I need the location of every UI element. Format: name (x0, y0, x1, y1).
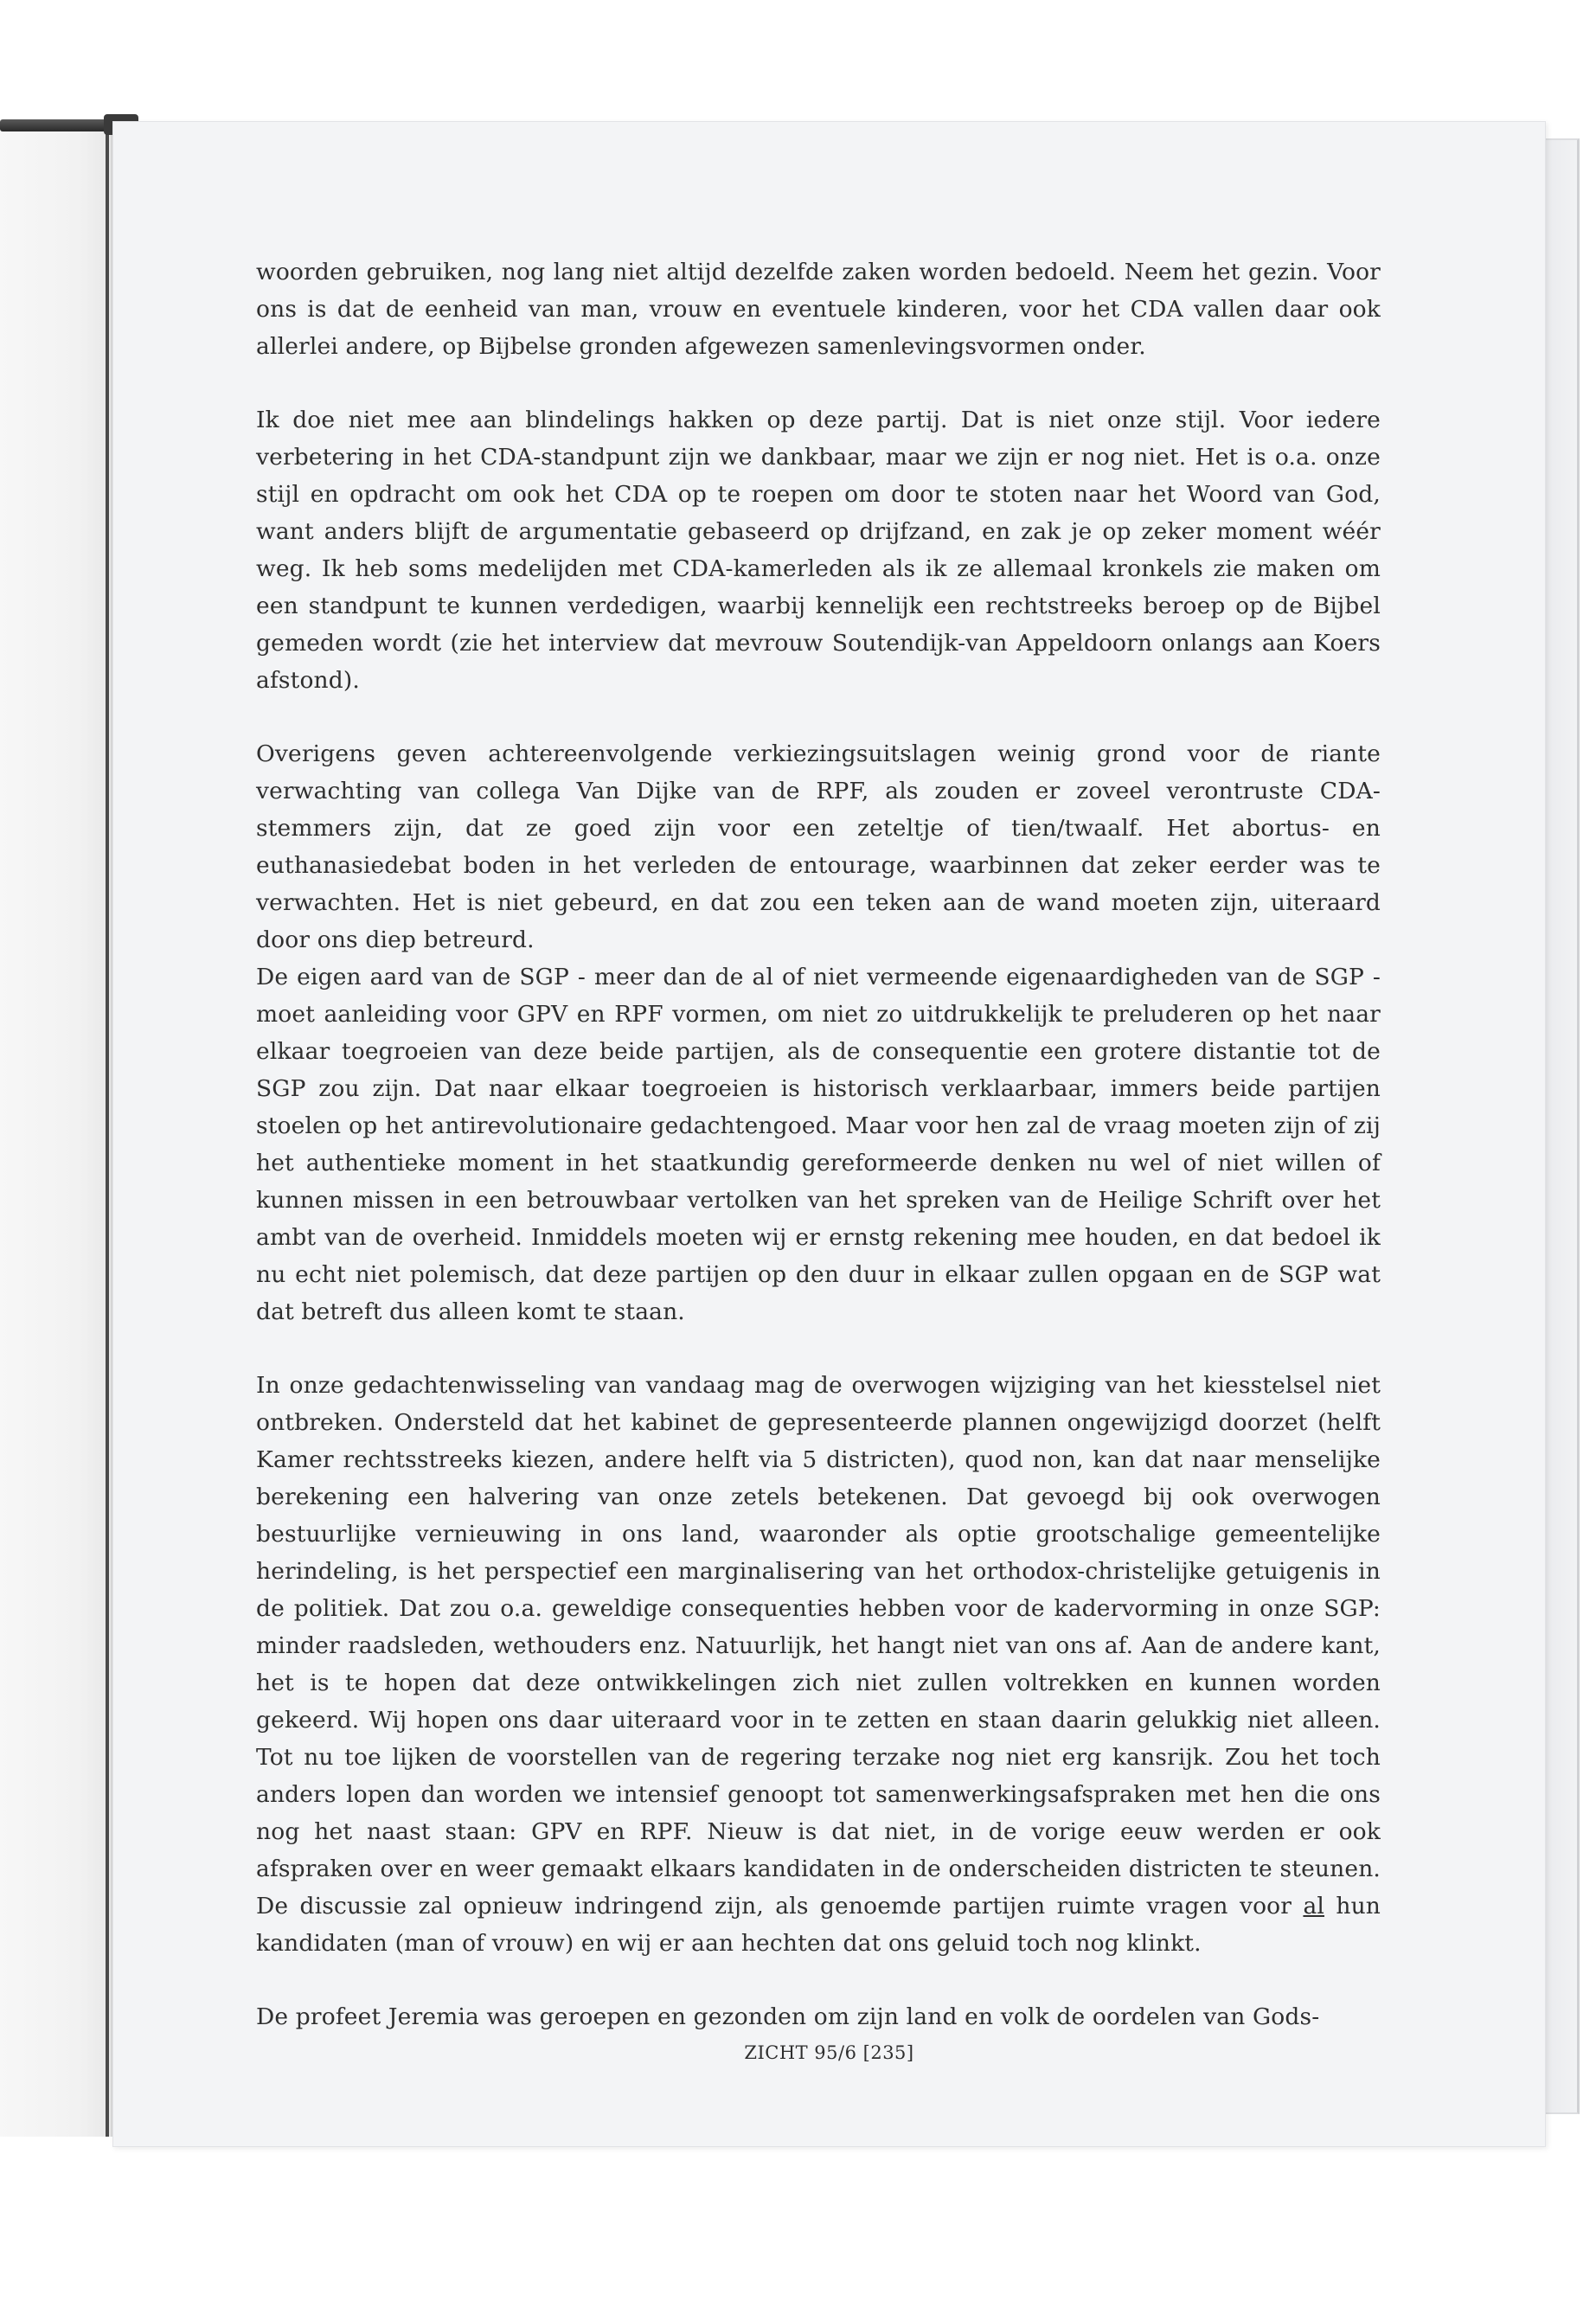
binding-spine (0, 125, 112, 2137)
paragraph-4: De eigen aard van de SGP - meer dan de al of niet vermeende eigenaardigheden van de SGP - moet aanleiding voor GPV en RPF vormen, om niet zo uitdrukkelijk te preluderen op het naar elkaar toegroeien van deze beide partijen, als de consequentie een grotere distantie tot de SGP zou zijn. Dat naar elkaar toegroeien is historisch verklaarbaar, immers beide partijen stoelen op het antirevolutionaire gedachtengoed. Maar voor hen zal de vraag moeten zijn of zij het authentieke moment in het staatkundig gereformeerde denken nu wel of niet willen of kunnen missen in een betrouwbaar vertolken van het spreken van de Heilige Schrift over het ambt van de overheid. Inmiddels moeten wij er ernstg rekening mee houden, en dat bedoel ik nu echt niet polemisch, dat deze partijen op den duur in elkaar zullen opgaan en de SGP wat dat betreft dus alleen komt te staan. (256, 964, 1381, 1325)
document-page (112, 121, 1546, 2147)
paragraph-5-text: In onze gedachtenwisseling van vandaag mag de overwogen wijziging van het kiesstelsel niet ontbreken. Ondersteld dat het kabinet de gepresenteerde plannen ongewijzigd doorzet (helft Kamer rechtsstreeks kiezen, andere helft via 5 districten), quod non, kan dat naar menselijke berekening een halvering van onze zetels betekenen. Dat gevoegd bij ook overwogen bestuurlijke vernieuwing in ons land, waaronder als optie grootschalige gemeentelijke herindeling, is het perspectief een marginalisering van het orthodox-christelijke getuigenis in de politiek. Dat zou o.a. geweldige consequenties hebben voor de kadervorming in onze SGP: minder raadsleden, wethouders enz. Natuurlijk, het hangt niet van ons af. Aan de andere kant, het is te hopen dat deze ontwikkelingen zich niet zullen voltrekken en kunnen worden gekeerd. Wij hopen ons daar uiteraard voor in te zetten en staan daarin gelukkig niet alleen. Tot nu toe lijken de voorstellen van de regering terzake nog niet erg kansrijk. Zou het toch anders lopen dan worden we intensief genoopt tot samenwerkingsafspraken met hen die ons nog het naast staan: GPV en RPF. Nieuw is dat niet, in de vorige eeuw werden er ook afspraken over en weer gemaakt elkaars kandidaten in de onderscheiden districten te steunen. De discussie zal opnieuw indringend zijn, als genoemde partijen ruimte vragen voor (256, 1372, 1381, 1920)
page-footer: ZICHT 95/6 [235] (744, 2042, 914, 2063)
paragraph-6: De profeet Jeremia was geroepen en gezonden om zijn land en volk de oordelen van Gods- (256, 2003, 1320, 2030)
underlined-word: al (1303, 1893, 1325, 1920)
paragraph-5 (256, 1367, 1381, 1962)
binding-edge (106, 130, 109, 2137)
paragraph-5-end: hun kandidaten (man of vrouw) en wij er aan hechten dat ons geluid toch nog klinkt. (256, 1893, 1381, 1957)
paragraph-2: Ik doe niet mee aan blindelings hakken op deze partij. Dat is niet onze stijl. Voor iedere verbetering in het CDA-standpunt zijn we dankbaar, maar we zijn er nog niet. Het is o.a. onze stijl en opdracht om ook het CDA op te roepen om door te stoten naar het Woord van God, want anders blijft de argumentatie gebaseerd op drijfzand, en zak je op zeker moment wéér weg. Ik heb soms medelijden met CDA-kamerleden als ik ze allemaal kronkels zie maken om een standpunt te kunnen verdedigen, waarbij kennelijk een rechtstreeks beroep op de Bijbel gemeden wordt (zie het interview dat mevrouw Soutendijk-van Appeldoorn onlangs aan Koers afstond). (256, 407, 1381, 694)
paragraph-1: woorden gebruiken, nog lang niet altijd dezelfde zaken worden bedoeld. Neem het gezin. Voor ons is dat de eenheid van man, vrouw en eventuele kinderen, voor het CDA vallen daar ook allerlei andere, op Bijbelse gronden afgewezen samenlevingsvormen onder. (256, 259, 1381, 360)
paragraph-3: Overigens geven achtereenvolgende verkiezingsuitslagen weinig grond voor de riante verwachting van collega Van Dijke van de RPF, als zouden er zoveel verontruste CDA-stemmers zijn, dat ze goed zijn voor een zeteltje of tien/twaalf. Het abortus- en euthanasiedebat boden in het verleden de entourage, waarbinnen dat zeker eerder was te verwachten. Het is niet gebeurd, en dat zou een teken aan de wand moeten zijn, uiteraard door ons diep betreurd. (256, 740, 1381, 953)
body-text (256, 253, 1381, 2072)
